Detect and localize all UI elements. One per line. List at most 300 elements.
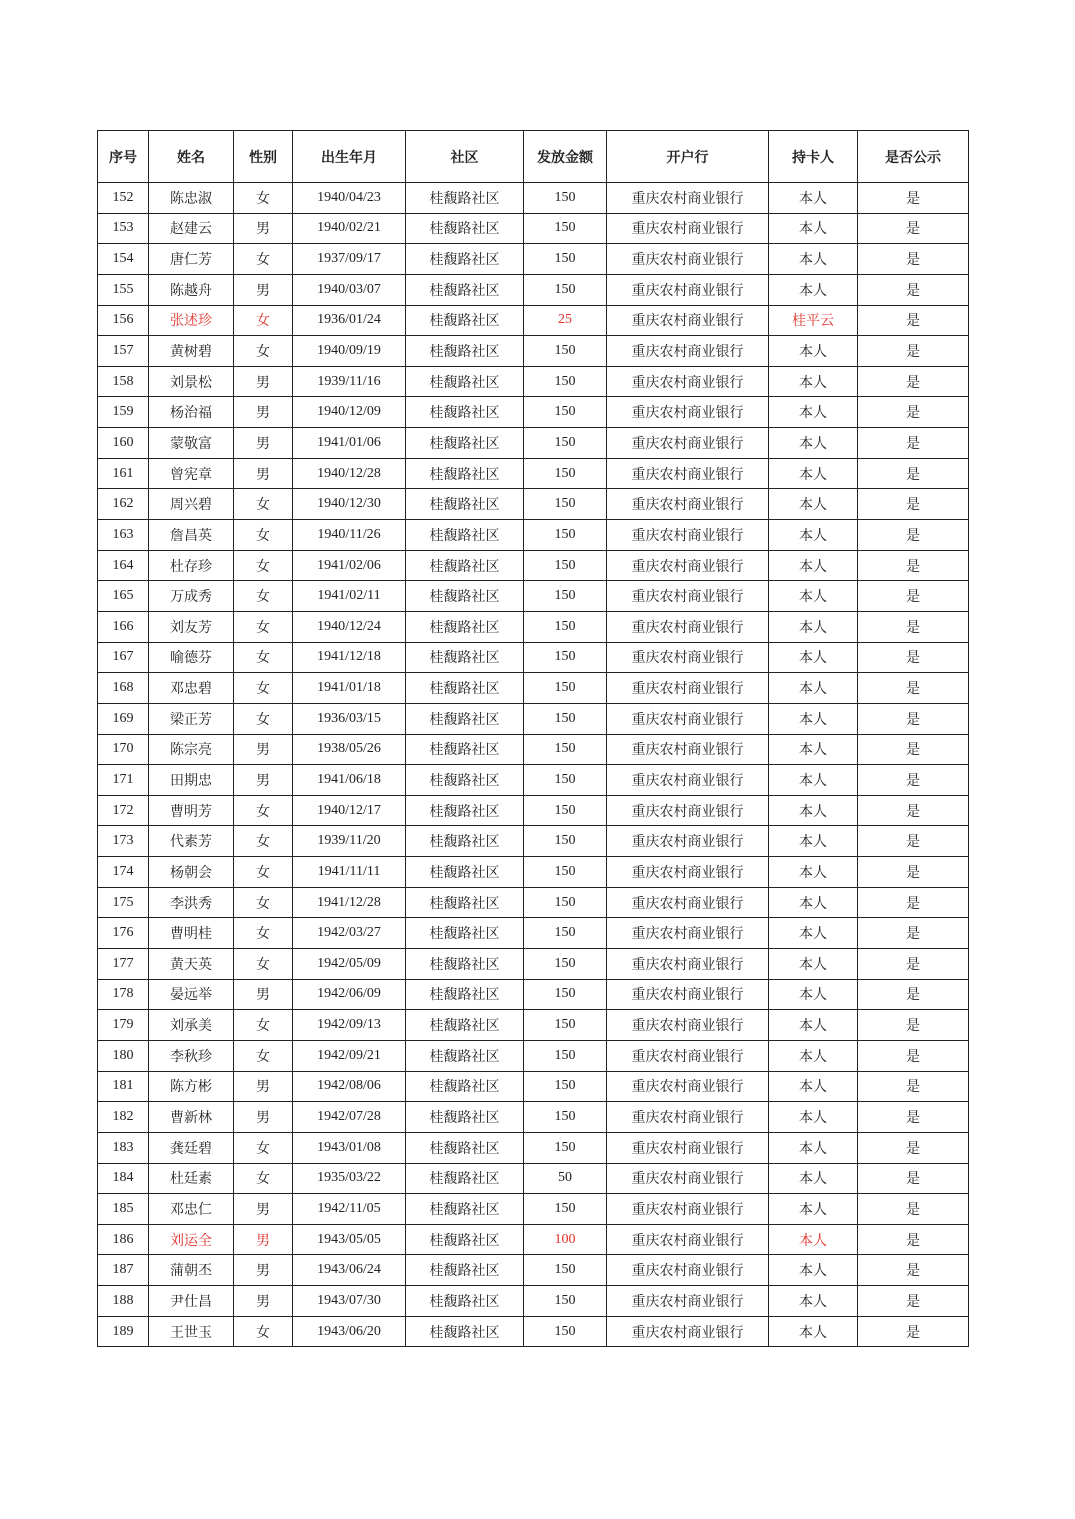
table-row xyxy=(98,826,969,857)
cell-community: 桂馥路社区 xyxy=(406,244,524,275)
cell-bank: 重庆农村商业银行 xyxy=(607,1316,769,1347)
cell-name: 喻德芬 xyxy=(149,642,234,673)
cell-gender: 男 xyxy=(234,1071,293,1102)
cell-id: 165 xyxy=(98,581,149,612)
cell-id: 153 xyxy=(98,213,149,244)
cell-bank: 重庆农村商业银行 xyxy=(607,918,769,949)
cell-bank: 重庆农村商业银行 xyxy=(607,1224,769,1255)
cell-birth-date: 1942/06/09 xyxy=(293,979,406,1010)
cell-gender: 女 xyxy=(234,918,293,949)
cell-card-holder: 本人 xyxy=(769,734,858,765)
cell-amount: 150 xyxy=(524,520,607,551)
cell-birth-date: 1940/11/26 xyxy=(293,520,406,551)
cell-card-holder: 本人 xyxy=(769,336,858,367)
cell-community: 桂馥路社区 xyxy=(406,673,524,704)
cell-amount: 150 xyxy=(524,581,607,612)
cell-public-notice: 是 xyxy=(858,1071,969,1102)
cell-community: 桂馥路社区 xyxy=(406,366,524,397)
cell-name: 曹明芳 xyxy=(149,795,234,826)
cell-bank: 重庆农村商业银行 xyxy=(607,765,769,796)
table-body xyxy=(98,183,969,1347)
cell-birth-date: 1941/01/18 xyxy=(293,673,406,704)
cell-community: 桂馥路社区 xyxy=(406,611,524,642)
cell-name: 曹新林 xyxy=(149,1102,234,1133)
cell-card-holder: 本人 xyxy=(769,1194,858,1225)
table-row xyxy=(98,183,969,214)
cell-card-holder: 本人 xyxy=(769,183,858,214)
cell-name: 邓忠仁 xyxy=(149,1194,234,1225)
cell-amount: 150 xyxy=(524,213,607,244)
cell-gender: 女 xyxy=(234,183,293,214)
cell-id: 185 xyxy=(98,1194,149,1225)
cell-community: 桂馥路社区 xyxy=(406,1224,524,1255)
cell-public-notice: 是 xyxy=(858,244,969,275)
cell-birth-date: 1939/11/16 xyxy=(293,366,406,397)
cell-name: 曾宪章 xyxy=(149,458,234,489)
cell-bank: 重庆农村商业银行 xyxy=(607,703,769,734)
cell-name: 杜存珍 xyxy=(149,550,234,581)
cell-community: 桂馥路社区 xyxy=(406,336,524,367)
cell-amount: 150 xyxy=(524,428,607,459)
table-row xyxy=(98,550,969,581)
cell-public-notice: 是 xyxy=(858,1316,969,1347)
cell-gender: 女 xyxy=(234,642,293,673)
cell-amount: 150 xyxy=(524,366,607,397)
cell-id: 181 xyxy=(98,1071,149,1102)
cell-gender: 女 xyxy=(234,611,293,642)
cell-id: 163 xyxy=(98,520,149,551)
cell-bank: 重庆农村商业银行 xyxy=(607,336,769,367)
cell-birth-date: 1942/03/27 xyxy=(293,918,406,949)
cell-name: 张述珍 xyxy=(149,305,234,336)
cell-birth-date: 1942/09/13 xyxy=(293,1010,406,1041)
cell-card-holder: 本人 xyxy=(769,520,858,551)
cell-name: 杜廷素 xyxy=(149,1163,234,1194)
cell-public-notice: 是 xyxy=(858,213,969,244)
cell-birth-date: 1940/12/30 xyxy=(293,489,406,520)
cell-id: 177 xyxy=(98,949,149,980)
cell-card-holder: 本人 xyxy=(769,765,858,796)
cell-id: 174 xyxy=(98,857,149,888)
cell-name: 蒲朝丕 xyxy=(149,1255,234,1286)
cell-bank: 重庆农村商业银行 xyxy=(607,274,769,305)
cell-community: 桂馥路社区 xyxy=(406,949,524,980)
cell-amount: 150 xyxy=(524,1040,607,1071)
cell-amount: 150 xyxy=(524,949,607,980)
cell-card-holder: 本人 xyxy=(769,428,858,459)
cell-amount: 150 xyxy=(524,857,607,888)
cell-amount: 150 xyxy=(524,550,607,581)
cell-gender: 男 xyxy=(234,274,293,305)
cell-amount: 25 xyxy=(524,305,607,336)
cell-public-notice: 是 xyxy=(858,581,969,612)
cell-name: 杨治福 xyxy=(149,397,234,428)
cell-gender: 男 xyxy=(234,1224,293,1255)
cell-bank: 重庆农村商业银行 xyxy=(607,1102,769,1133)
cell-name: 代素芳 xyxy=(149,826,234,857)
cell-birth-date: 1942/11/05 xyxy=(293,1194,406,1225)
cell-name: 陈忠淑 xyxy=(149,183,234,214)
cell-community: 桂馥路社区 xyxy=(406,274,524,305)
cell-community: 桂馥路社区 xyxy=(406,1040,524,1071)
cell-card-holder: 本人 xyxy=(769,1255,858,1286)
cell-community: 桂馥路社区 xyxy=(406,979,524,1010)
cell-id: 189 xyxy=(98,1316,149,1347)
cell-birth-date: 1942/09/21 xyxy=(293,1040,406,1071)
cell-gender: 男 xyxy=(234,458,293,489)
cell-card-holder: 本人 xyxy=(769,795,858,826)
cell-name: 陈越舟 xyxy=(149,274,234,305)
cell-name: 万成秀 xyxy=(149,581,234,612)
cell-id: 183 xyxy=(98,1132,149,1163)
cell-name: 晏远举 xyxy=(149,979,234,1010)
cell-id: 176 xyxy=(98,918,149,949)
cell-amount: 150 xyxy=(524,1132,607,1163)
cell-id: 158 xyxy=(98,366,149,397)
cell-gender: 女 xyxy=(234,550,293,581)
cell-public-notice: 是 xyxy=(858,1132,969,1163)
cell-amount: 150 xyxy=(524,336,607,367)
cell-gender: 女 xyxy=(234,949,293,980)
header-name: 姓名 xyxy=(149,131,234,183)
cell-public-notice: 是 xyxy=(858,826,969,857)
cell-community: 桂馥路社区 xyxy=(406,305,524,336)
cell-bank: 重庆农村商业银行 xyxy=(607,1040,769,1071)
cell-birth-date: 1942/08/06 xyxy=(293,1071,406,1102)
cell-public-notice: 是 xyxy=(858,550,969,581)
cell-public-notice: 是 xyxy=(858,458,969,489)
cell-community: 桂馥路社区 xyxy=(406,887,524,918)
cell-name: 刘运全 xyxy=(149,1224,234,1255)
cell-card-holder: 本人 xyxy=(769,244,858,275)
cell-amount: 150 xyxy=(524,458,607,489)
cell-bank: 重庆农村商业银行 xyxy=(607,673,769,704)
cell-community: 桂馥路社区 xyxy=(406,458,524,489)
cell-amount: 150 xyxy=(524,1102,607,1133)
cell-card-holder: 本人 xyxy=(769,1316,858,1347)
cell-amount: 150 xyxy=(524,673,607,704)
cell-gender: 女 xyxy=(234,1163,293,1194)
cell-name: 邓忠碧 xyxy=(149,673,234,704)
cell-bank: 重庆农村商业银行 xyxy=(607,949,769,980)
cell-birth-date: 1940/12/09 xyxy=(293,397,406,428)
cell-birth-date: 1943/05/05 xyxy=(293,1224,406,1255)
cell-public-notice: 是 xyxy=(858,274,969,305)
cell-bank: 重庆农村商业银行 xyxy=(607,1286,769,1317)
cell-id: 184 xyxy=(98,1163,149,1194)
cell-gender: 女 xyxy=(234,1316,293,1347)
table-row xyxy=(98,1194,969,1225)
cell-card-holder: 本人 xyxy=(769,1132,858,1163)
cell-birth-date: 1941/06/18 xyxy=(293,765,406,796)
cell-public-notice: 是 xyxy=(858,857,969,888)
cell-name: 田期忠 xyxy=(149,765,234,796)
cell-gender: 女 xyxy=(234,1132,293,1163)
cell-gender: 男 xyxy=(234,213,293,244)
cell-bank: 重庆农村商业银行 xyxy=(607,305,769,336)
table-row xyxy=(98,673,969,704)
cell-amount: 150 xyxy=(524,611,607,642)
cell-amount: 150 xyxy=(524,274,607,305)
header-card-holder: 持卡人 xyxy=(769,131,858,183)
cell-id: 179 xyxy=(98,1010,149,1041)
cell-card-holder: 本人 xyxy=(769,1071,858,1102)
cell-public-notice: 是 xyxy=(858,642,969,673)
cell-bank: 重庆农村商业银行 xyxy=(607,366,769,397)
cell-name: 黄树碧 xyxy=(149,336,234,367)
cell-name: 李洪秀 xyxy=(149,887,234,918)
cell-card-holder: 本人 xyxy=(769,1163,858,1194)
cell-card-holder: 本人 xyxy=(769,581,858,612)
cell-amount: 150 xyxy=(524,887,607,918)
cell-public-notice: 是 xyxy=(858,673,969,704)
header-birth-date: 出生年月 xyxy=(293,131,406,183)
table-row xyxy=(98,1316,969,1347)
cell-name: 周兴碧 xyxy=(149,489,234,520)
cell-birth-date: 1937/09/17 xyxy=(293,244,406,275)
cell-birth-date: 1941/02/11 xyxy=(293,581,406,612)
cell-community: 桂馥路社区 xyxy=(406,1010,524,1041)
table-row xyxy=(98,397,969,428)
cell-gender: 男 xyxy=(234,397,293,428)
cell-amount: 150 xyxy=(524,244,607,275)
cell-id: 166 xyxy=(98,611,149,642)
cell-name: 赵建云 xyxy=(149,213,234,244)
cell-birth-date: 1941/12/28 xyxy=(293,887,406,918)
cell-gender: 男 xyxy=(234,734,293,765)
header-public-notice: 是否公示 xyxy=(858,131,969,183)
table-row xyxy=(98,887,969,918)
cell-public-notice: 是 xyxy=(858,765,969,796)
table-row xyxy=(98,734,969,765)
cell-community: 桂馥路社区 xyxy=(406,1102,524,1133)
cell-amount: 150 xyxy=(524,1255,607,1286)
cell-id: 167 xyxy=(98,642,149,673)
cell-birth-date: 1941/01/06 xyxy=(293,428,406,459)
cell-public-notice: 是 xyxy=(858,734,969,765)
cell-name: 龚廷碧 xyxy=(149,1132,234,1163)
cell-name: 梁正芳 xyxy=(149,703,234,734)
table-row xyxy=(98,581,969,612)
cell-bank: 重庆农村商业银行 xyxy=(607,734,769,765)
cell-id: 152 xyxy=(98,183,149,214)
cell-community: 桂馥路社区 xyxy=(406,703,524,734)
cell-public-notice: 是 xyxy=(858,520,969,551)
cell-amount: 50 xyxy=(524,1163,607,1194)
cell-gender: 男 xyxy=(234,1286,293,1317)
cell-gender: 女 xyxy=(234,244,293,275)
cell-community: 桂馥路社区 xyxy=(406,183,524,214)
subsidy-register-table xyxy=(97,130,969,1347)
cell-public-notice: 是 xyxy=(858,949,969,980)
table-row xyxy=(98,366,969,397)
table-row xyxy=(98,305,969,336)
cell-community: 桂馥路社区 xyxy=(406,1071,524,1102)
cell-amount: 150 xyxy=(524,795,607,826)
cell-id: 180 xyxy=(98,1040,149,1071)
cell-amount: 150 xyxy=(524,979,607,1010)
cell-card-holder: 本人 xyxy=(769,611,858,642)
table-row xyxy=(98,1286,969,1317)
cell-birth-date: 1939/11/20 xyxy=(293,826,406,857)
cell-birth-date: 1936/01/24 xyxy=(293,305,406,336)
cell-public-notice: 是 xyxy=(858,887,969,918)
cell-name: 唐仁芳 xyxy=(149,244,234,275)
cell-card-holder: 桂平云 xyxy=(769,305,858,336)
cell-bank: 重庆农村商业银行 xyxy=(607,857,769,888)
cell-amount: 150 xyxy=(524,489,607,520)
cell-id: 173 xyxy=(98,826,149,857)
cell-birth-date: 1943/06/20 xyxy=(293,1316,406,1347)
table-row xyxy=(98,520,969,551)
cell-bank: 重庆农村商业银行 xyxy=(607,183,769,214)
cell-public-notice: 是 xyxy=(858,1102,969,1133)
cell-card-holder: 本人 xyxy=(769,550,858,581)
cell-birth-date: 1936/03/15 xyxy=(293,703,406,734)
table-row xyxy=(98,642,969,673)
cell-bank: 重庆农村商业银行 xyxy=(607,581,769,612)
cell-name: 李秋珍 xyxy=(149,1040,234,1071)
cell-id: 154 xyxy=(98,244,149,275)
cell-amount: 100 xyxy=(524,1224,607,1255)
cell-bank: 重庆农村商业银行 xyxy=(607,1163,769,1194)
cell-bank: 重庆农村商业银行 xyxy=(607,979,769,1010)
cell-amount: 150 xyxy=(524,765,607,796)
cell-id: 169 xyxy=(98,703,149,734)
cell-bank: 重庆农村商业银行 xyxy=(607,213,769,244)
cell-community: 桂馥路社区 xyxy=(406,734,524,765)
cell-id: 159 xyxy=(98,397,149,428)
cell-birth-date: 1940/02/21 xyxy=(293,213,406,244)
table-row xyxy=(98,1163,969,1194)
cell-public-notice: 是 xyxy=(858,918,969,949)
cell-gender: 男 xyxy=(234,1255,293,1286)
cell-public-notice: 是 xyxy=(858,979,969,1010)
cell-amount: 150 xyxy=(524,1316,607,1347)
cell-birth-date: 1942/07/28 xyxy=(293,1102,406,1133)
cell-community: 桂馥路社区 xyxy=(406,1286,524,1317)
cell-bank: 重庆农村商业银行 xyxy=(607,1194,769,1225)
cell-gender: 男 xyxy=(234,765,293,796)
cell-gender: 男 xyxy=(234,979,293,1010)
cell-bank: 重庆农村商业银行 xyxy=(607,611,769,642)
cell-id: 168 xyxy=(98,673,149,704)
cell-id: 187 xyxy=(98,1255,149,1286)
cell-name: 杨朝会 xyxy=(149,857,234,888)
cell-bank: 重庆农村商业银行 xyxy=(607,244,769,275)
cell-gender: 女 xyxy=(234,520,293,551)
table-row xyxy=(98,795,969,826)
cell-birth-date: 1943/07/30 xyxy=(293,1286,406,1317)
cell-card-holder: 本人 xyxy=(769,642,858,673)
cell-amount: 150 xyxy=(524,918,607,949)
cell-name: 刘承美 xyxy=(149,1010,234,1041)
cell-id: 188 xyxy=(98,1286,149,1317)
cell-name: 刘友芳 xyxy=(149,611,234,642)
cell-card-holder: 本人 xyxy=(769,366,858,397)
cell-gender: 女 xyxy=(234,673,293,704)
cell-public-notice: 是 xyxy=(858,1255,969,1286)
cell-name: 陈宗亮 xyxy=(149,734,234,765)
cell-birth-date: 1940/04/23 xyxy=(293,183,406,214)
cell-card-holder: 本人 xyxy=(769,703,858,734)
cell-birth-date: 1940/12/17 xyxy=(293,795,406,826)
cell-community: 桂馥路社区 xyxy=(406,765,524,796)
cell-id: 157 xyxy=(98,336,149,367)
cell-public-notice: 是 xyxy=(858,489,969,520)
cell-card-holder: 本人 xyxy=(769,274,858,305)
table-row xyxy=(98,765,969,796)
cell-gender: 女 xyxy=(234,305,293,336)
cell-card-holder: 本人 xyxy=(769,887,858,918)
header-id: 序号 xyxy=(98,131,149,183)
cell-bank: 重庆农村商业银行 xyxy=(607,1071,769,1102)
cell-amount: 150 xyxy=(524,1286,607,1317)
cell-card-holder: 本人 xyxy=(769,1224,858,1255)
cell-bank: 重庆农村商业银行 xyxy=(607,397,769,428)
table-row xyxy=(98,1255,969,1286)
cell-card-holder: 本人 xyxy=(769,857,858,888)
cell-id: 175 xyxy=(98,887,149,918)
cell-public-notice: 是 xyxy=(858,611,969,642)
cell-bank: 重庆农村商业银行 xyxy=(607,458,769,489)
cell-gender: 女 xyxy=(234,489,293,520)
cell-name: 陈方彬 xyxy=(149,1071,234,1102)
cell-public-notice: 是 xyxy=(858,366,969,397)
cell-public-notice: 是 xyxy=(858,183,969,214)
cell-id: 156 xyxy=(98,305,149,336)
cell-public-notice: 是 xyxy=(858,1010,969,1041)
cell-card-holder: 本人 xyxy=(769,1102,858,1133)
cell-gender: 女 xyxy=(234,887,293,918)
cell-id: 178 xyxy=(98,979,149,1010)
cell-public-notice: 是 xyxy=(858,336,969,367)
cell-amount: 150 xyxy=(524,642,607,673)
cell-id: 161 xyxy=(98,458,149,489)
cell-card-holder: 本人 xyxy=(769,673,858,704)
cell-name: 刘景松 xyxy=(149,366,234,397)
cell-id: 172 xyxy=(98,795,149,826)
table-row xyxy=(98,1224,969,1255)
cell-gender: 男 xyxy=(234,366,293,397)
cell-bank: 重庆农村商业银行 xyxy=(607,1132,769,1163)
cell-name: 曹明桂 xyxy=(149,918,234,949)
cell-community: 桂馥路社区 xyxy=(406,1255,524,1286)
cell-id: 155 xyxy=(98,274,149,305)
cell-birth-date: 1943/01/08 xyxy=(293,1132,406,1163)
cell-public-notice: 是 xyxy=(858,428,969,459)
cell-amount: 150 xyxy=(524,703,607,734)
cell-public-notice: 是 xyxy=(858,1224,969,1255)
cell-community: 桂馥路社区 xyxy=(406,397,524,428)
cell-card-holder: 本人 xyxy=(769,949,858,980)
header-row xyxy=(98,131,969,183)
cell-community: 桂馥路社区 xyxy=(406,1163,524,1194)
table-row xyxy=(98,703,969,734)
cell-bank: 重庆农村商业银行 xyxy=(607,826,769,857)
cell-community: 桂馥路社区 xyxy=(406,826,524,857)
cell-amount: 150 xyxy=(524,826,607,857)
cell-card-holder: 本人 xyxy=(769,458,858,489)
cell-public-notice: 是 xyxy=(858,1163,969,1194)
cell-name: 詹昌英 xyxy=(149,520,234,551)
cell-id: 162 xyxy=(98,489,149,520)
cell-gender: 女 xyxy=(234,336,293,367)
cell-community: 桂馥路社区 xyxy=(406,489,524,520)
table-row xyxy=(98,611,969,642)
table-row xyxy=(98,458,969,489)
cell-birth-date: 1935/03/22 xyxy=(293,1163,406,1194)
